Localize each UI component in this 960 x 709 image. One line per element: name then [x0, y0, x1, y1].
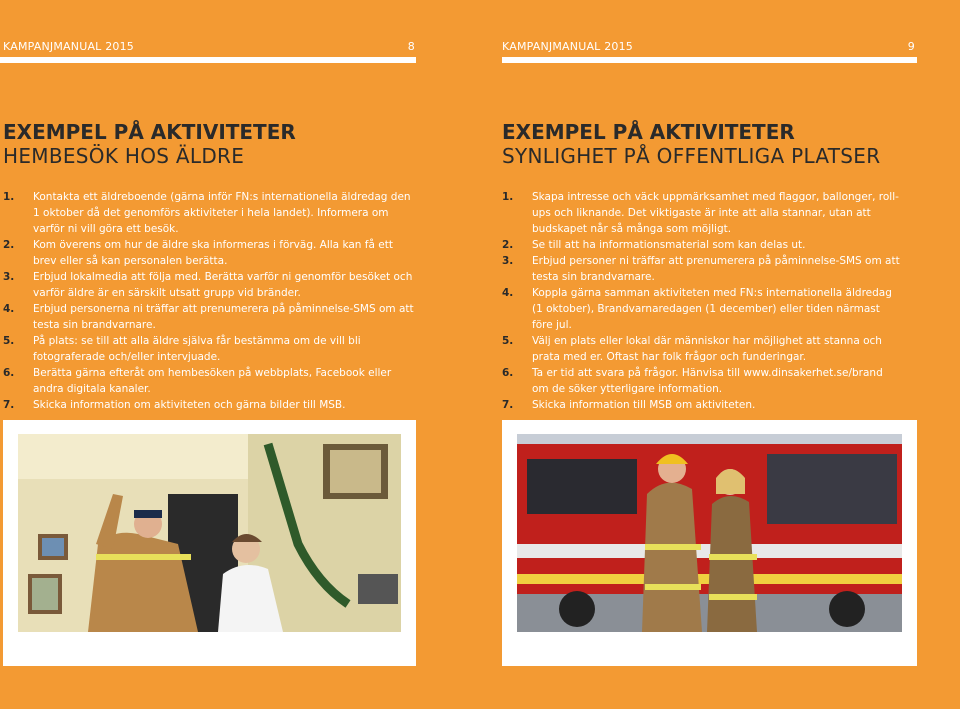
list-item — [502, 397, 902, 413]
list-item — [502, 333, 902, 365]
item-text: Erbjud lokalmedia att följa med. Berätta varför ni genomför besöket och varför äldre är en särskilt utsatt grupp vid bränder. — [33, 271, 413, 299]
list-item — [502, 365, 902, 397]
item-number: 5. — [502, 335, 514, 347]
page-number: 8 — [407, 40, 415, 53]
list-item — [3, 333, 418, 365]
item-text: Välj en plats eller lokal där människor har möjlighet att stanna och prata med er. Oftast har folk frågor och funderingar. — [532, 335, 882, 363]
item-text: Erbjud personer ni träffar att prenumerera på påminnelse-SMS om att testa sin brandvarnare. — [532, 255, 900, 283]
item-number: 1. — [3, 191, 15, 203]
page-title — [502, 120, 880, 168]
firefighters-illustration — [517, 434, 902, 632]
title-main: EXEMPEL PÅ AKTIVITETER — [3, 120, 296, 144]
item-number: 7. — [3, 399, 15, 411]
header-rule — [502, 57, 917, 63]
item-number: 6. — [3, 367, 15, 379]
title-sub: HEMBESÖK HOS ÄLDRE — [3, 144, 245, 168]
item-number: 4. — [502, 287, 514, 299]
header-rule — [0, 57, 416, 63]
list-item — [502, 189, 902, 237]
list-item — [502, 253, 902, 285]
item-text: På plats: se till att alla äldre själva får bestämma om de vill bli fotograferade och/eller intervjuade. — [33, 335, 361, 363]
list-item — [3, 237, 418, 269]
item-number: 2. — [3, 239, 15, 251]
item-number: 4. — [3, 303, 15, 315]
item-text: Ta er tid att svara på frågor. Hänvisa till www.dinsakerhet.se/brand om de söker ytterligare information. — [532, 367, 883, 395]
home-visit-photo — [18, 434, 401, 632]
item-number: 7. — [502, 399, 514, 411]
item-number: 3. — [502, 255, 514, 267]
header-label: KAMPANJMANUAL 2015 — [502, 40, 634, 53]
item-number: 2. — [502, 239, 514, 251]
photo-frame — [3, 420, 416, 666]
page-title — [3, 120, 296, 168]
right-page — [480, 0, 960, 709]
list-item — [3, 365, 418, 397]
list-item — [3, 189, 418, 237]
item-text: Berätta gärna efteråt om hembesöken på webbplats, Facebook eller andra digitala kanaler. — [33, 367, 392, 395]
title-main: EXEMPEL PÅ AKTIVITETER — [502, 120, 795, 144]
item-number: 3. — [3, 271, 15, 283]
title-sub: SYNLIGHET PÅ OFFENTLIGA PLATSER — [502, 144, 881, 168]
item-number: 6. — [502, 367, 514, 379]
item-text: Skicka information om aktiviteten och gärna bilder till MSB. — [33, 399, 346, 411]
item-text: Se till att ha informationsmaterial som kan delas ut. — [532, 239, 806, 251]
list-item — [3, 301, 418, 333]
item-text: Skicka information till MSB om aktiviteten. — [532, 399, 756, 411]
item-text: Kontakta ett äldreboende (gärna inför FN:s internationella äldredag den 1 oktober då det genomförs aktiviteter i hela landet). Informera om varför ni vill göra ett besök. — [33, 191, 411, 235]
photo-frame — [502, 420, 917, 666]
item-text: Koppla gärna samman aktiviteten med FN:s internationella äldredag (1 oktober), Brandvarnaredagen (1 december) eller tiden närmast före jul. — [532, 287, 892, 331]
item-text: Kom överens om hur de äldre ska informeras i förväg. Alla kan få ett brev eller så kan personalen berätta. — [33, 239, 393, 267]
item-text: Skapa intresse och väck uppmärksamhet med flaggor, ballonger, roll-ups och liknande. Det viktigaste är inte att alla stannar, utan att budskapet når så många som möjligt. — [532, 191, 899, 235]
page-number: 9 — [907, 40, 915, 53]
item-number: 1. — [502, 191, 514, 203]
home-visit-illustration — [18, 434, 401, 632]
list-item — [502, 237, 902, 253]
activity-list — [3, 189, 418, 413]
list-item — [3, 397, 418, 413]
activity-list — [502, 189, 902, 413]
firefighters-photo — [517, 434, 902, 632]
list-item — [502, 285, 902, 333]
list-item — [3, 269, 418, 301]
item-number: 5. — [3, 335, 15, 347]
item-text: Erbjud personerna ni träffar att prenumerera på påminnelse-SMS om att testa sin brandvarnare. — [33, 303, 414, 331]
header-label: KAMPANJMANUAL 2015 — [3, 40, 135, 53]
